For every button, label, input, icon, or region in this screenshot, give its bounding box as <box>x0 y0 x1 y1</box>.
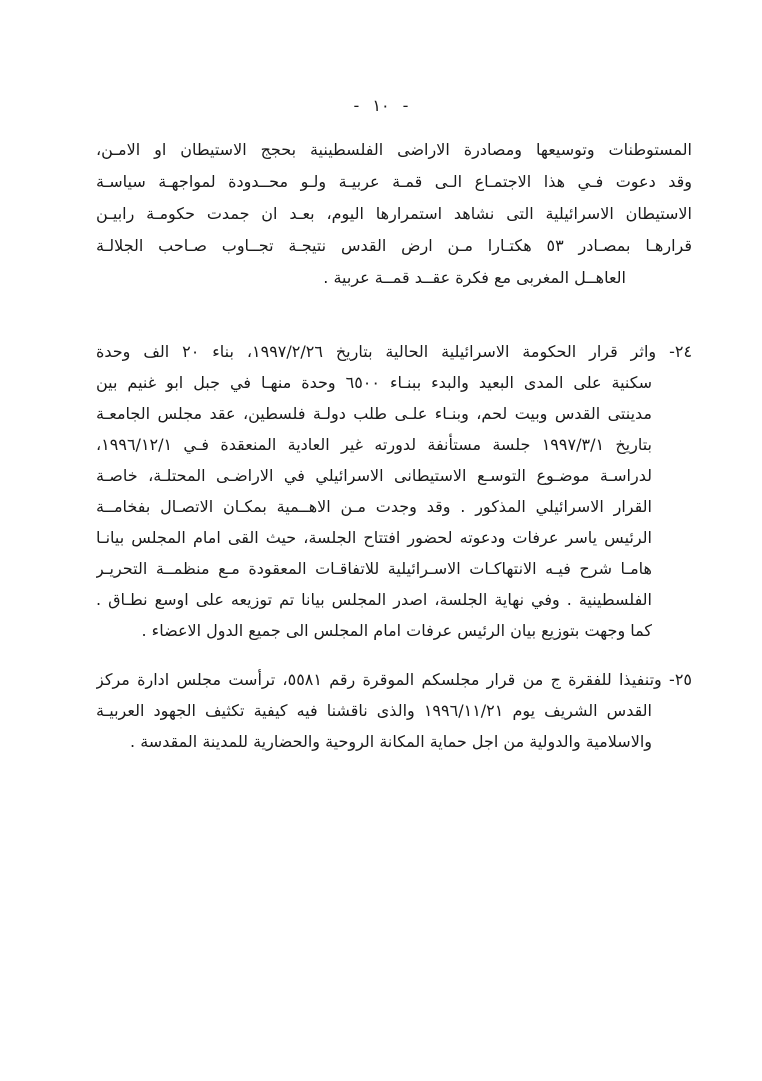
text-line: سكنية على المدى البعيد والبدء ببنـاء ٦٥٠٠ وحدة منهـا في جبل ابو غنيم بين <box>96 373 653 392</box>
text-line: وقد دعوت فـي هذا الاجتمـاع الـى قمـة عربيـة ولـو محــدودة لمواجهـة سياسـة <box>96 172 692 191</box>
text-line: مدينتى القدس وبيت لحم، وبنـاء علـى طلب دولـة فلسطين، عقد مجلس الجامعـة <box>96 404 652 423</box>
text-line: والاسلامية والدولية من اجل حماية المكانة الروحية والحضارية للمدينة المقدسة . <box>130 732 652 751</box>
text-line: قرارهـا بمصـادر ٥٣ هكتـارا مـن ارض القدس نتيجـة تجــاوب صـاحب الجلالـة <box>96 236 692 255</box>
text-line: العاهــل المغربى مع فكرة عقــد قمــة عربية . <box>323 268 626 287</box>
paragraph-continuation <box>96 134 692 294</box>
list-item-25 <box>96 664 692 757</box>
text-line: القدس الشريف يوم ١٩٩٦/١١/٢١ والذى ناقشنا فيه كيفية تكثيف الجهود العربيـة <box>96 701 653 720</box>
text-line: كما وجهت بتوزيع بيان الرئيس عرفات امام المجلس الى جميع الدول الاعضاء . <box>141 621 652 640</box>
text-line: الرئيس ياسر عرفات ودعوته لحضور افتتاح الجلسة، حيث القى امام المجلس بيانـا <box>96 528 652 547</box>
page-body <box>96 134 692 799</box>
text-line: لدراسـة موضـوع التوسـع الاستيطانى الاسرائيلي في الاراضـى المحتلـة، خاصـة <box>96 466 652 485</box>
text-line: الاستيطان الاسرائيلية التى نشاهد استمرارها اليوم، بعـد ان جمدت حكومـة رابيـن <box>96 204 692 223</box>
text-line <box>96 664 692 695</box>
text-line-content: وتنفيذا للفقرة ج من قرار مجلسكم الموقرة رقم ٥٥٨١، ترأست مجلس ادارة مركز <box>96 670 662 689</box>
item-24-number: ٢٤- <box>669 342 692 361</box>
page-number: - ١٠ - <box>353 96 409 115</box>
text-line: المستوطنات وتوسيعها ومصادرة الاراضى الفلسطينية بحجج الاستيطان او الامـن، <box>96 140 692 159</box>
text-line: بتاريخ ١٩٩٧/٣/١ جلسة مستأنفة لدورته غير العادية المنعقدة فـي ١٩٩٦/١٢/١، <box>96 435 653 454</box>
text-line: الفلسطينية . وفي نهاية الجلسة، اصدر المجلس بيانا تم توزيعه على اوسع نطـاق . <box>96 590 652 609</box>
list-item-24 <box>96 336 692 646</box>
text-line: القرار الاسرائيلي المذكور . وقد وجدت مـن الاهــمية بمكـان الاتصـال بفخامــة <box>96 497 652 516</box>
text-line: هامـا شرح فيـه الانتهاكـات الاسـرائيلية للاتفاقـات المعقودة مـع منظمــة التحريـر <box>96 559 652 578</box>
item-25-number: ٢٥- <box>669 670 692 689</box>
text-line-content: واثر قرار الحكومة الاسرائيلية الحالية بتاريخ ١٩٩٧/٢/٢٦، بناء ٢٠ الف وحدة <box>96 342 657 361</box>
text-line <box>96 336 692 367</box>
